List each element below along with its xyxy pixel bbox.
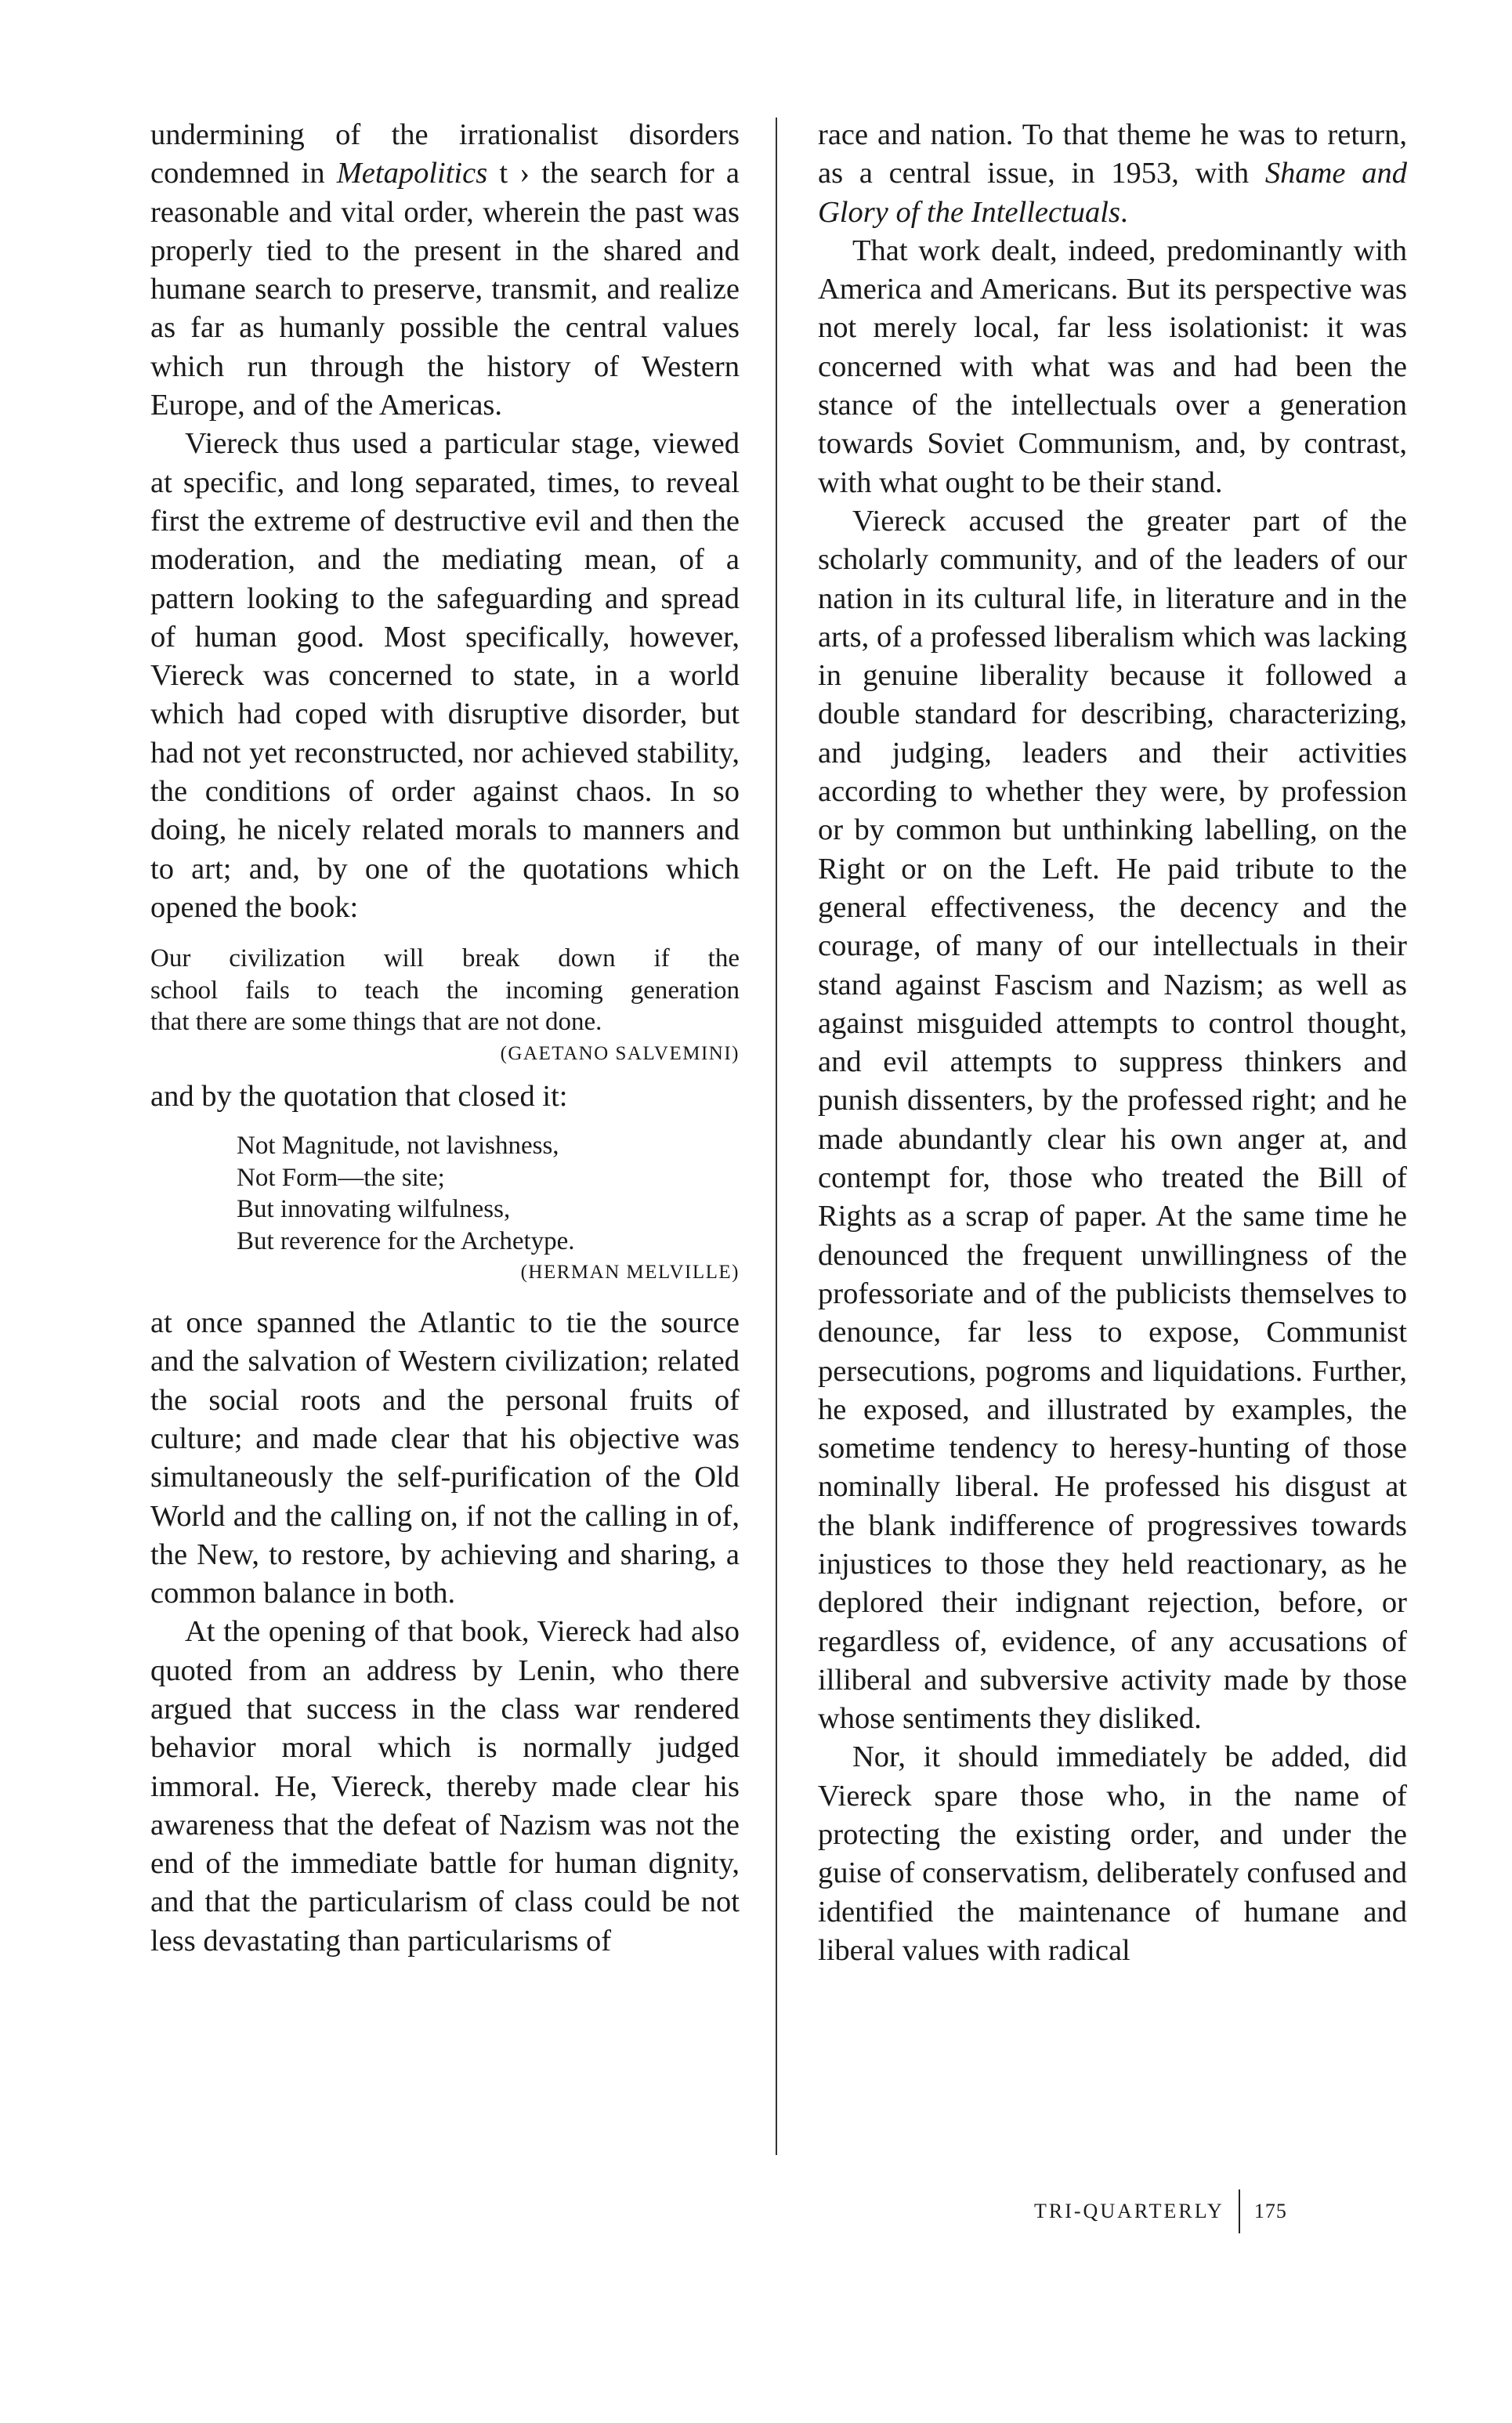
block-quote-melville (150, 1130, 740, 1288)
paragraph: Viereck accused the greater part of the scholarly community, and of the leaders of our nation in its cultural life, in literature and in the arts, of a professed liberalism which was lacking in genuine liberality because it followed a double standard for describing, characterizing, and judging, leaders and their activities according to whether they were, by profession or by common but unthinking labelling, on the Right or on the Left. He paid tribute to the general effectiveness, the decency and the courage, of many of our intellectuals in their stand against Fascism and Nazism; as well as against misguided attempts to control thought, and evil attempts to suppress thinkers and punish dissenters, by the professed right; and he made abundantly clear his own anger at, and contempt for, those who treated the Bill of Rights as a scrap of paper. At the same time he denounced the frequent unwillingness of the professoriate and of the publicists themselves to denounce, far less to expose, Communist persecutions, pogroms and liquidations. Further, he exposed, and illustrated by examples, the sometime tendency to heresy-hunting of those nominally liberal. He professed his disgust at the blank indifference of progressives towards injustices to those they held reactionary, as he deplored their indignant rejection, before, or regardless of, evidence, of any accusations of illiberal and subversive activity made by those whose sentiments they disliked. (818, 504, 1407, 1736)
paragraph: Nor, it should immediately be added, did Viereck spare those who, in the name of protecting the existing order, and under the guise of conservatism, deliberately confused and identified the maintenance of humane and liberal values with radical (818, 1740, 1407, 1967)
page-number: 175 (1253, 2200, 1287, 2222)
quote-attribution: (GAETANO SALVEMINI) (500, 1042, 740, 1064)
paragraph: Viereck thus used a particular stage, viewed at specific, and long separated, times, to reveal first the extreme of destructive evil and then the moderation, and the mediating mean, of a pattern looking to the safeguarding and spread of human good. Most specifically, however, Viereck was concerned to state, in a world which had coped with disruptive disorder, but had not yet reconstructed, nor achieved stability, the conditions of order against chaos. In so doing, he nicely related morals to manners and to art; and, by one of the quotations which opened the book: (150, 427, 740, 924)
poem-line: But innovating wilfulness, (237, 1195, 511, 1224)
page-footer (1034, 2188, 1287, 2235)
paragraph: at once spanned the Atlantic to tie the source and the salvation of Western civilization; related the social roots and the personal fruits of culture; and made clear that his objective was simultaneously the self-purification of the Old World and the calling on, if not the calling in of, the New, to restore, by achieving and sharing, a common balance in both. (150, 1306, 740, 1610)
paragraph (818, 116, 1407, 232)
poem-line: Not Form—the site; (237, 1163, 445, 1192)
quote-line: that there are some things that are not done. (150, 1008, 602, 1037)
quote-line: Our civilization will break down if the (150, 944, 740, 973)
paragraph: At the opening of that book, Viereck had also quoted from an address by Lenin, who there argued that success in the class war rendered behavior moral which is normally judged immoral. He, Viereck, thereby made clear his awareness that the defeat of Nazism was not the end of the immediate battle for human dignity, and that the particularism of class could be not less devastating than particularisms of (150, 1615, 740, 1958)
paragraph: and by the quotation that closed it: (150, 1079, 568, 1113)
poem-line: But reverence for the Archetype. (237, 1226, 575, 1255)
book-title-metapolitics: Metapolitics (336, 157, 488, 190)
book-title-shame-and-glory: Shame and Glory of the Intellectuals (818, 157, 1407, 229)
paragraph: That work dealt, indeed, predominantly with America and Americans. But its perspective was not merely local, far less isolationist: it was concerned with what was and had been the stance of the intellectuals over a generation towards Soviet Communism, and, by contrast, with what ought to be their stand. (818, 234, 1407, 499)
paragraph-text: undermining of the irrationalist disorders condemned in (150, 118, 740, 190)
quote-line: school fails to teach the incoming generation (150, 976, 740, 1005)
right-column (818, 116, 1407, 1970)
paragraph (150, 116, 740, 425)
column-divider (776, 118, 777, 2155)
quote-attribution: (HERMAN MELVILLE) (520, 1262, 740, 1284)
poem-line: Not Magnitude, not lavishness, (237, 1132, 559, 1161)
paragraph-text: t › the search for a reasonable and vital order, wherein the past was properly tied to the present in the shared and humane search to preserve, transmit, and realize as far as humanly possible the central values which run through the history of Western Europe, and of the Americas. (150, 157, 740, 422)
block-quote-salvemini (150, 943, 740, 1070)
paragraph-text: race and nation. To that theme he was to return, as a central issue, in 1953, with (818, 118, 1407, 190)
paragraph-text: . (1120, 195, 1128, 229)
left-column (150, 116, 740, 1961)
journal-name: TRI-QUARTERLY (1034, 2200, 1224, 2222)
